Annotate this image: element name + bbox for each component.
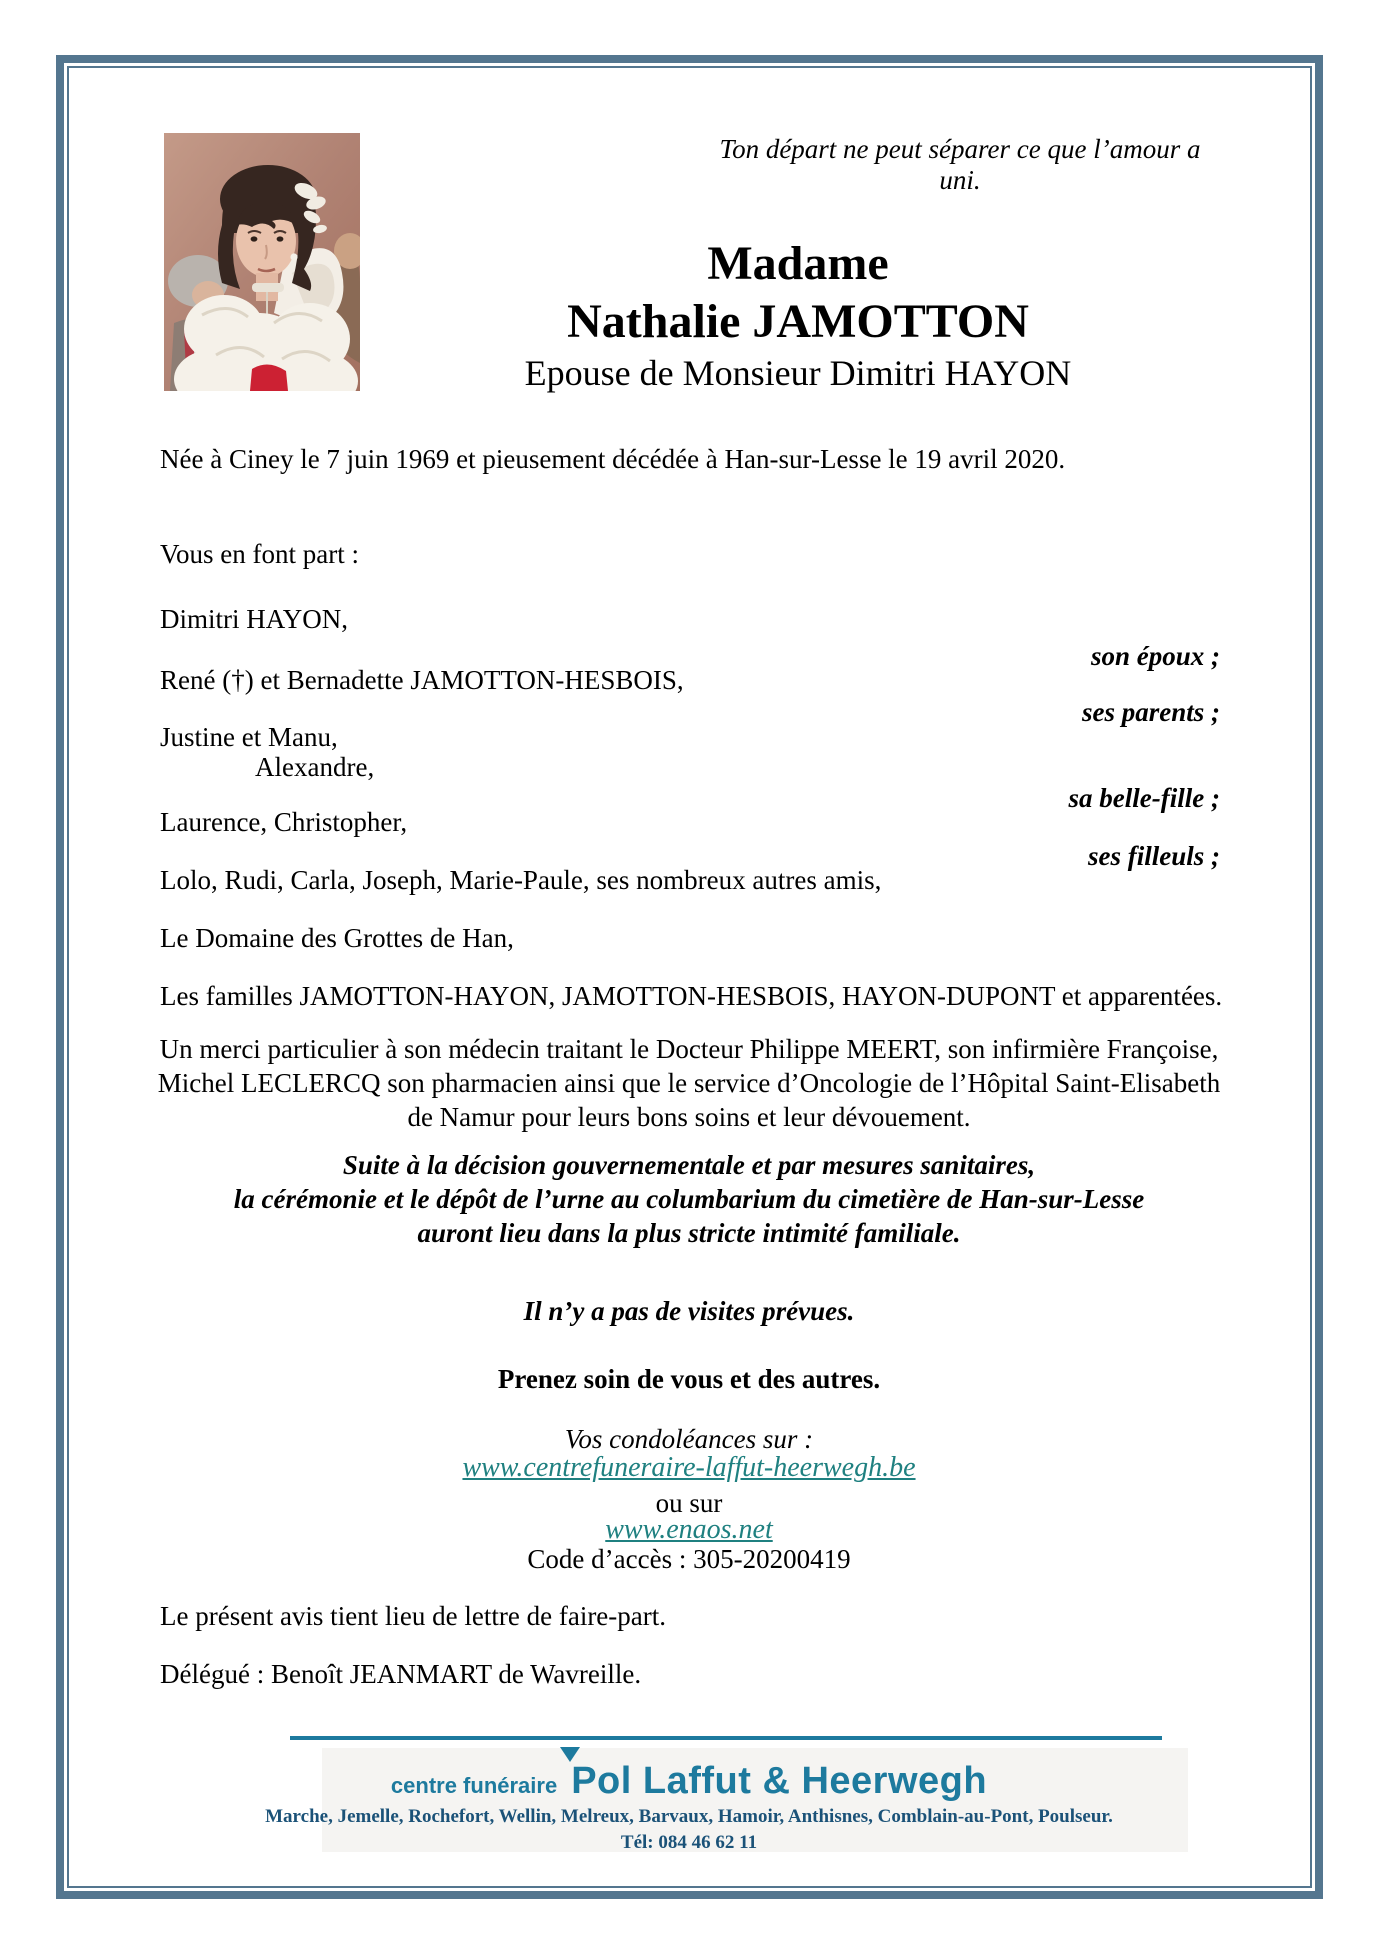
deceased-name: Nathalie JAMOTTON	[567, 295, 1029, 348]
relative-names: Laurence, Christopher,	[160, 807, 408, 837]
relation-label: ses parents ;	[1081, 697, 1220, 727]
thanks-line: Michel LECLERCQ son pharmacien ainsi que le service d’Oncologie de l’Hôpital Saint-Elisabeth	[157, 1068, 1221, 1098]
relation-label: ses filleuls ;	[1088, 841, 1220, 871]
relative-names: René (†) et Bernadette JAMOTTON-HESBOIS,	[160, 665, 684, 695]
relation-label: son époux ;	[1090, 641, 1220, 671]
care-line: Prenez soin de vous et des autres.	[497, 1364, 881, 1394]
or-text: ou sur	[655, 1488, 723, 1518]
brand-large-text: Pol Laffut & Heerwegh	[571, 1760, 988, 1802]
relation-label: sa belle-fille ;	[1068, 783, 1220, 813]
relative-names: Le Domaine des Grottes de Han,	[160, 923, 514, 953]
ceremony-line: auront lieu dans la plus stricte intimité familiale.	[417, 1218, 961, 1248]
memorial-quote: Ton départ ne peut séparer ce que l’amour a uni.	[719, 134, 1201, 195]
families-line: Les familles JAMOTTON-HAYON, JAMOTTON-HESBOIS, HAYON-DUPONT et apparentées.	[160, 981, 1223, 1011]
no-visits-line: Il n’y a pas de visites prévues.	[523, 1296, 855, 1326]
announcement-line: Vous en font part :	[160, 539, 359, 569]
spouse-line: Epouse de Monsieur Dimitri HAYON	[524, 353, 1072, 393]
access-code-line: Code d’accès : 305-20200419	[527, 1544, 851, 1574]
ceremony-line: Suite à la décision gouvernementale et par mesures sanitaires,	[342, 1150, 1036, 1180]
condolences-label: Vos condoléances sur :	[564, 1424, 814, 1454]
relative-names: Lolo, Rudi, Carla, Joseph, Marie-Paule, ses nombreux autres amis,	[160, 865, 882, 895]
ceremony-notice	[110, 1148, 1268, 1250]
faire-part-notice: Le présent avis tient lieu de lettre de faire-part.	[160, 1601, 667, 1631]
condolences-link-enaos[interactable]: www.enaos.net	[605, 1514, 773, 1545]
relative-names-indented: Alexandre,	[255, 752, 375, 782]
footer-divider	[290, 1736, 1162, 1740]
footer-locations: Marche, Jemelle, Rochefort, Wellin, Melreux, Barvaux, Hamoir, Anthisnes, Comblain-au-Pont, Poulseur.	[265, 1806, 1113, 1827]
relative-names: Justine et Manu,	[160, 722, 338, 752]
birth-death-line: Née à Ciney le 7 juin 1969 et pieusement décédée à Han-sur-Lesse le 19 avril 2020.	[160, 444, 1066, 474]
thanks-line: de Namur pour leurs bons soins et leur dévouement.	[407, 1102, 971, 1132]
ceremony-line: la cérémonie et le dépôt de l’urne au columbarium du cimetière de Han-sur-Lesse	[233, 1184, 1145, 1214]
thanks-paragraph	[110, 1032, 1268, 1134]
thanks-line: Un merci particulier à son médecin traitant le Docteur Philippe MEERT, son infirmière Françoise,	[159, 1034, 1219, 1064]
delegate-line: Délégué : Benoît JEANMART de Wavreille.	[160, 1659, 642, 1689]
brand-small-text: centre funéraire	[390, 1773, 558, 1798]
title-madame: Madame	[707, 237, 889, 290]
relative-names: Dimitri HAYON,	[160, 604, 349, 634]
portrait-photo	[164, 133, 360, 391]
brand-row	[110, 1760, 1268, 1803]
footer-phone: Tél: 084 46 62 11	[620, 1832, 758, 1853]
condolences-link-centrefuneraire[interactable]: www.centrefuneraire-laffut-heerwegh.be	[462, 1452, 916, 1483]
